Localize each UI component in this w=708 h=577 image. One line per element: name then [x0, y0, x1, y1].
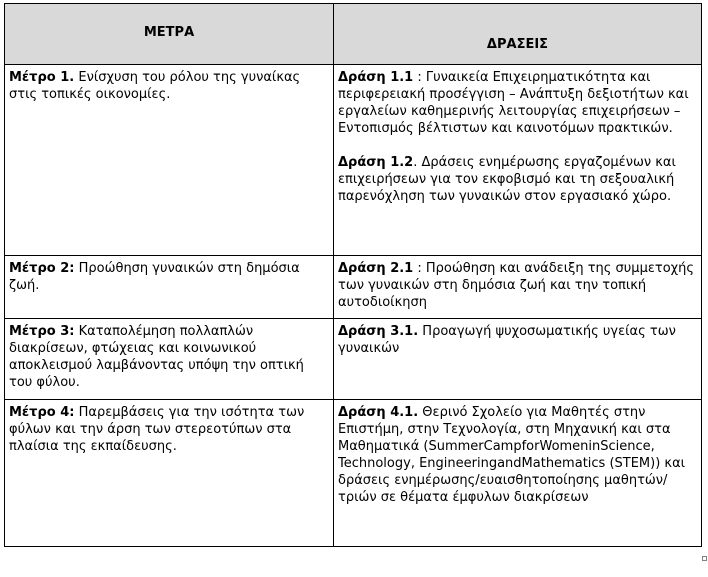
measure-cell — [5, 256, 334, 319]
measure-text — [9, 69, 329, 103]
measures-actions-table — [4, 3, 702, 547]
header-measures-label: ΜΕΤΡΑ — [143, 24, 195, 40]
measure-description: Ενίσχυση του ρόλου της γυναίκας στις τοπικές οικονομίες. — [9, 70, 301, 102]
measure-description: Προώθηση γυναικών στη δημόσια ζωή. — [9, 261, 300, 293]
action-text — [338, 404, 697, 506]
measure-label: Μέτρο 4: — [9, 405, 75, 420]
measure-text — [9, 260, 329, 294]
action-text — [338, 260, 697, 311]
measure-label: Μέτρο 1. — [9, 70, 75, 85]
actions-cell — [334, 65, 702, 256]
header-actions-label: ΔΡΑΣΕΙΣ — [486, 36, 549, 52]
actions-cell — [334, 400, 702, 547]
action-description: . Δράσεις ενημέρωσης εργαζομένων και επιχειρήσεων για τον εκφοβισμό και τη σεξουαλική παρενόχληση των γυναικών στον εργασιακό χώρο. — [338, 155, 676, 204]
action-description: Θερινό Σχολείο για Μαθητές στην Επιστήμη, στην Τεχνολογία, στη Μηχανική και στα Μαθηματικά (SummerCampforWomeninScience, Technology, EngineeringandMathematics (STEM)) και δράσεις ενημέρωσης/ευαισθητοποίησης μαθητών/τριών σε θέματα έμφυλων διακρίσεων — [338, 405, 686, 505]
measure-label: Μέτρο 3: — [9, 324, 75, 339]
action-label: Δράση 3.1. — [338, 324, 419, 339]
measure-cell — [5, 319, 334, 400]
measure-cell — [5, 400, 334, 547]
table-row — [5, 400, 702, 547]
action-description: Προαγωγή ψυχοσωματικής υγείας των γυναικών — [338, 324, 676, 356]
action-description: : Γυναικεία Επιχειρηματικότητα και περιφερειακή προσέγγιση – Ανάπτυξη δεξιοτήτων και εργαλείων καθημερινής λειτουργίας επιχειρήσεων – Εντοπισμός βέλτιστων και καινοτόμων πρακτικών. — [338, 70, 689, 136]
table-row — [5, 256, 702, 319]
measure-description: Καταπολέμηση πολλαπλών διακρίσεων, φτώχειας και κοινωνικού αποκλεισμού λαμβάνοντας υπόψη την οπτική του φύλου. — [9, 324, 304, 390]
action-description: : Προώθηση και ανάδειξη της συμμετοχής των γυναικών στη δημόσια ζωή και την τοπική αυτοδιοίκηση — [338, 261, 695, 310]
action-label: Δράση 4.1. — [338, 405, 419, 420]
table-header-row — [5, 4, 702, 65]
measure-description: Παρεμβάσεις για την ισότητα των φύλων και την άρση των στερεοτύπων στα πλαίσια της εκπαίδευσης. — [9, 405, 305, 454]
action-text — [338, 323, 697, 357]
action-text — [338, 69, 697, 137]
measure-text — [9, 404, 329, 455]
measure-text — [9, 323, 329, 391]
measure-cell — [5, 65, 334, 256]
table-row — [5, 319, 702, 400]
table-end-marker — [702, 556, 707, 561]
action-label: Δράση 2.1 — [338, 261, 414, 276]
action-label: Δράση 1.1 — [338, 70, 414, 85]
actions-cell — [334, 319, 702, 400]
actions-cell — [334, 256, 702, 319]
header-actions — [334, 4, 702, 65]
action-text — [338, 154, 697, 205]
header-measures — [5, 4, 334, 65]
action-label: Δράση 1.2 — [338, 155, 414, 170]
measure-label: Μέτρο 2: — [9, 261, 75, 276]
table-row — [5, 65, 702, 256]
